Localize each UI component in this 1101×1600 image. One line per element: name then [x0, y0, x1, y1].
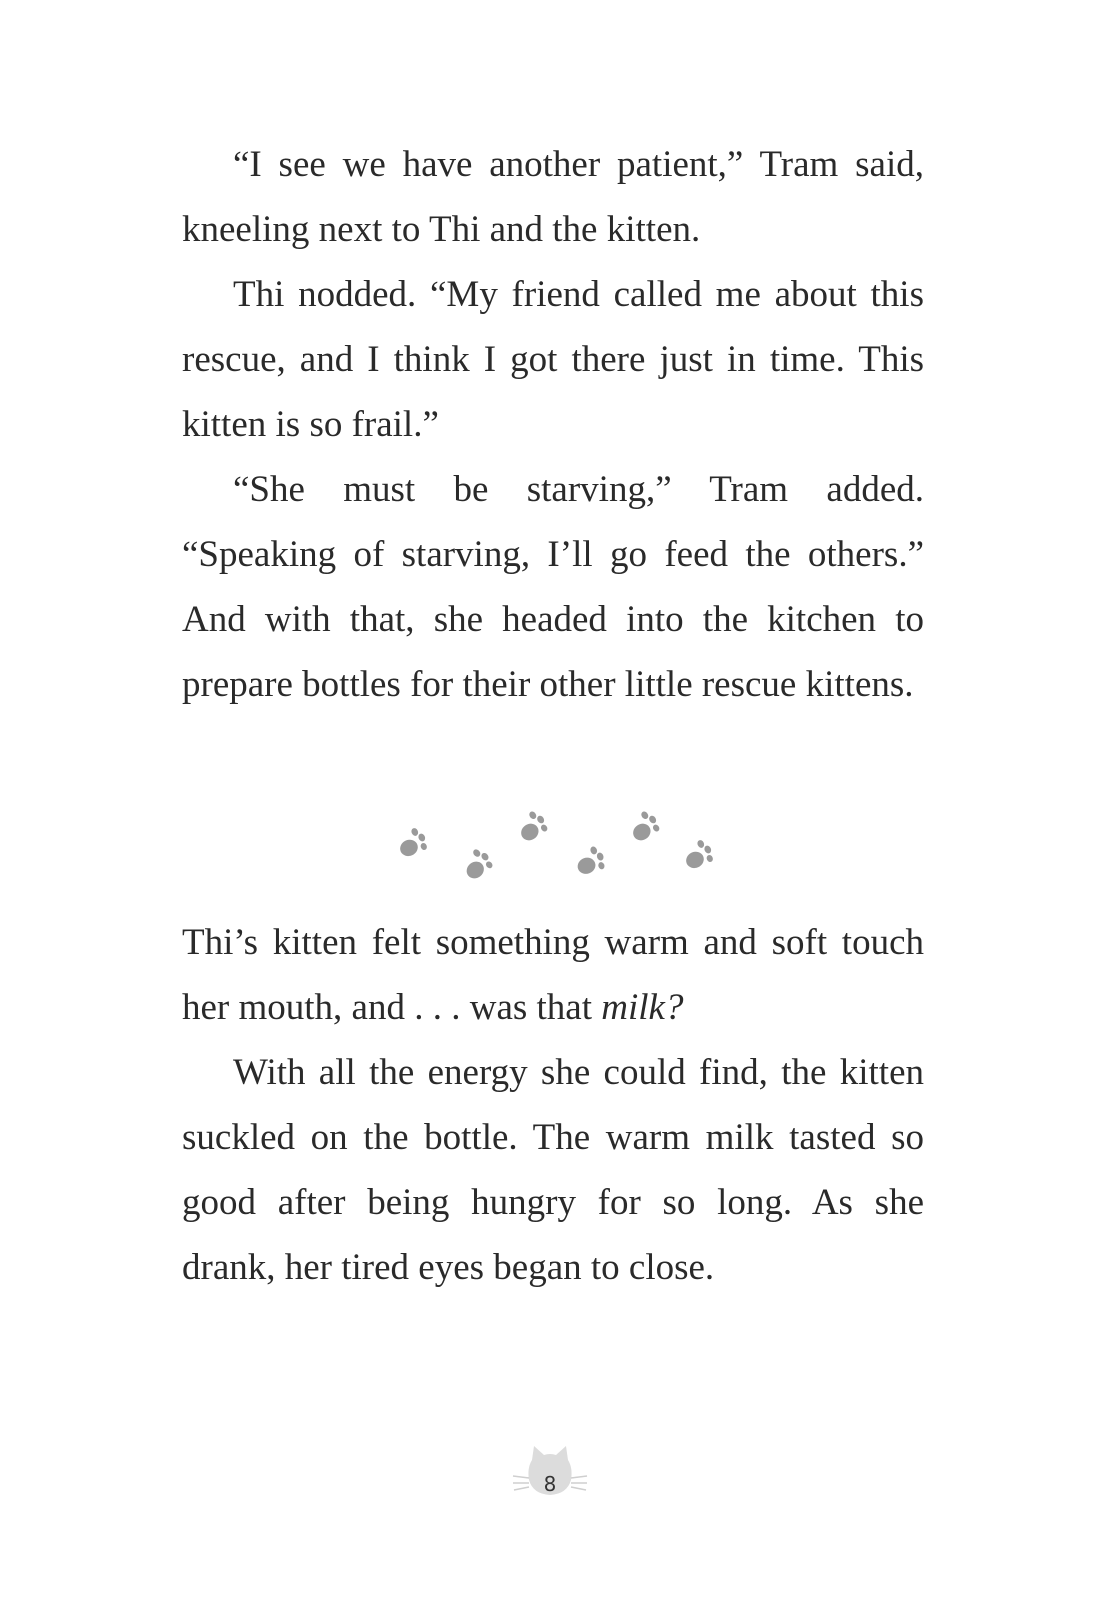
- paw-print-icon: [568, 841, 608, 881]
- paragraph: With all the energy she could find, the kitten suckled on the bottle. The warm milk tasted so good after being hungry for so long. As she drank, her tired eyes began to close.: [182, 1052, 924, 1288]
- text-block-top: [182, 132, 924, 717]
- paw-print-icon: [390, 823, 430, 863]
- paragraph: “She must be starving,” Tram added. “Speaking of starving, I’ll go feed the others.” And with that, she headed into the kitchen to prepare bottles for their other little rescue kittens.: [182, 469, 924, 705]
- paw-print-icon: [510, 807, 550, 847]
- page-footer: [505, 1442, 595, 1512]
- paw-print-divider: [0, 795, 1101, 895]
- paragraph: “I see we have another patient,” Tram said, kneeling next to Thi and the kitten.: [182, 144, 924, 250]
- paw-print-icon: [676, 835, 716, 875]
- paragraph: Thi nodded. “My friend called me about this rescue, and I think I got there just in time. This kitten is so frail.”: [182, 274, 924, 445]
- paragraph: [182, 910, 924, 1040]
- page-number: 8: [543, 1472, 557, 1496]
- paw-print-icon: [455, 845, 495, 885]
- italic-word: milk?: [601, 987, 684, 1028]
- text-block-bottom: [182, 910, 924, 1300]
- paragraph-text: Thi’s kitten felt something warm and soft touch her mouth, and . . . was that: [182, 922, 924, 1028]
- paw-print-icon: [622, 807, 662, 847]
